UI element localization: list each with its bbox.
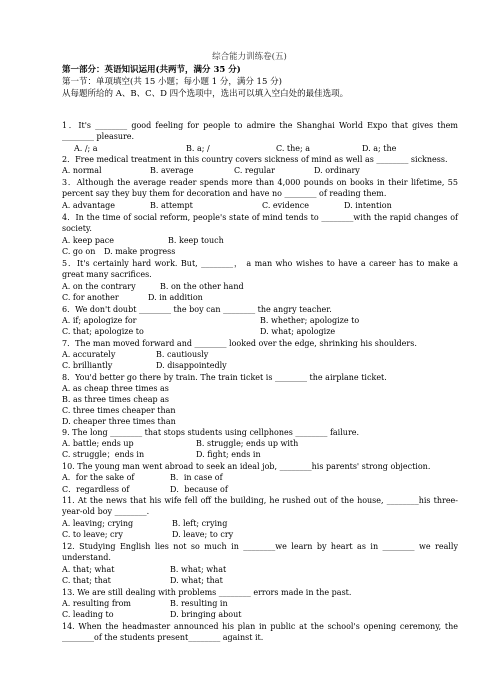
question-12: 12. Studying English lies not so much in ________we learn by heart as in ________ we really understand. bbox=[62, 542, 458, 562]
option: B. attempt bbox=[150, 201, 193, 210]
option: D．because of bbox=[170, 485, 228, 494]
option: B. cautiously bbox=[156, 350, 209, 359]
option: B. left; crying bbox=[172, 519, 228, 528]
option: C. brilliantly bbox=[62, 361, 113, 370]
option: D. in addition bbox=[148, 293, 203, 302]
question-5: 5．It's certainly hard work. But, ________， a man who wishes to have a career has to make a great many sacrifices. bbox=[62, 259, 458, 279]
option: C. that; apologize to bbox=[62, 327, 144, 336]
option: B. whether; apologize to bbox=[260, 316, 360, 325]
question-3: 3．Although the average reader spends more than 4,000 pounds on books in their lifetime, 55 percent say they buy them for decoration and have no ________ of reading them. bbox=[62, 178, 458, 198]
option: D. a; the bbox=[362, 144, 397, 153]
question-9: 9. The long ________ that stops students using cellphones ________ failure. bbox=[62, 428, 360, 437]
option: C. evidence bbox=[262, 201, 309, 210]
option: D. fight; ends in bbox=[196, 450, 261, 459]
option: B. struggle; ends up with bbox=[196, 439, 299, 448]
option: C. to leave; cry bbox=[62, 530, 123, 539]
option: B. a; / bbox=[186, 144, 210, 153]
question-6: 6．We don't doubt ________ the boy can ________ the angry teacher. bbox=[62, 305, 332, 314]
option: B. resulting in bbox=[170, 599, 228, 608]
part-heading: 第一部分：英语知识运用(共两节，满分 35 分) bbox=[62, 65, 241, 75]
option: A. leaving; crying bbox=[62, 519, 134, 528]
question-7: 7．The man moved forward and ________ looked over the edge, shrinking his shoulders. bbox=[62, 339, 417, 348]
option: D. cheaper three times than bbox=[62, 417, 176, 426]
question-2: 2．Free medical treatment in this country covers sickness of mind as well as ________ sickness. bbox=[62, 155, 448, 164]
question-4: 4．In the time of social reform, people's state of mind tends to ________with the rapid changes of society. bbox=[62, 213, 458, 233]
option: C. struggle；ends in bbox=[62, 450, 145, 459]
option: B. as three times cheap as bbox=[62, 395, 170, 404]
option: D. disappointedly bbox=[156, 361, 227, 370]
option: C. go on bbox=[62, 247, 96, 256]
option: C. the; a bbox=[276, 144, 311, 153]
option: C. three times cheaper than bbox=[62, 406, 176, 415]
section-heading: 第一节：单项填空(共 15 小题；每小题 1 分，满分 15 分) bbox=[62, 77, 282, 87]
option: A. resulting from bbox=[62, 599, 132, 608]
option: D. leave; to cry bbox=[172, 530, 234, 539]
page-title: 综合能力训练卷(五) bbox=[212, 52, 287, 62]
option: A. accurately bbox=[62, 350, 116, 359]
option: B. what; what bbox=[170, 565, 227, 574]
option: C. leading to bbox=[62, 610, 114, 619]
option: D. bringing about bbox=[170, 610, 242, 619]
option: A. if; apologize for bbox=[62, 316, 137, 325]
option: C. for another bbox=[62, 293, 119, 302]
option: D. what; that bbox=[170, 576, 223, 585]
option: D. make progress bbox=[104, 247, 176, 256]
option: A. battle; ends up bbox=[62, 439, 134, 448]
option: C．regardless of bbox=[62, 485, 130, 494]
option: B. on the other hand bbox=[160, 282, 244, 291]
option: A. that; what bbox=[62, 565, 115, 574]
option: C. that; that bbox=[62, 576, 111, 585]
option: A. as cheap three times as bbox=[62, 384, 169, 393]
question-1: 1．It's ________ good feeling for people to admire the Shanghai World Expo that gives them ________ pleasure. bbox=[62, 121, 458, 141]
question-13: 13. We are still dealing with problems ________ errors made in the past. bbox=[62, 588, 352, 597]
option: A. on the contrary bbox=[62, 282, 136, 291]
option: D. intention bbox=[344, 201, 392, 210]
question-14: 14. When the headmaster announced his plan in public at the school's opening ceremony, the ________of the students present________ against it. bbox=[62, 622, 458, 642]
option: B. average bbox=[150, 166, 194, 175]
option: B. keep touch bbox=[168, 236, 224, 245]
question-10: 10. The young man went abroad to seek an ideal job, ________his parents' strong objection. bbox=[62, 462, 431, 471]
option: D. ordinary bbox=[314, 166, 360, 175]
option: A. advantage bbox=[62, 201, 116, 210]
question-8: 8．You'd better go there by train. The train ticket is ________ the airplane ticket. bbox=[62, 373, 387, 382]
option: D. what; apologize bbox=[260, 327, 336, 336]
instruction-text: 从每题所给的 A、B、C、D 四个选项中，选出可以填入空白处的最佳选项。 bbox=[62, 89, 349, 99]
option: A. normal bbox=[62, 166, 102, 175]
option: A. keep pace bbox=[62, 236, 114, 245]
option: C. regular bbox=[234, 166, 275, 175]
question-11: 11. At the news that his wife fell off the building, he rushed out of the house, ________his three-year-old boy ________. bbox=[62, 496, 458, 516]
option: B．in case of bbox=[170, 473, 223, 482]
option: A. /; a bbox=[74, 144, 98, 153]
option: A．for the sake of bbox=[62, 473, 135, 482]
